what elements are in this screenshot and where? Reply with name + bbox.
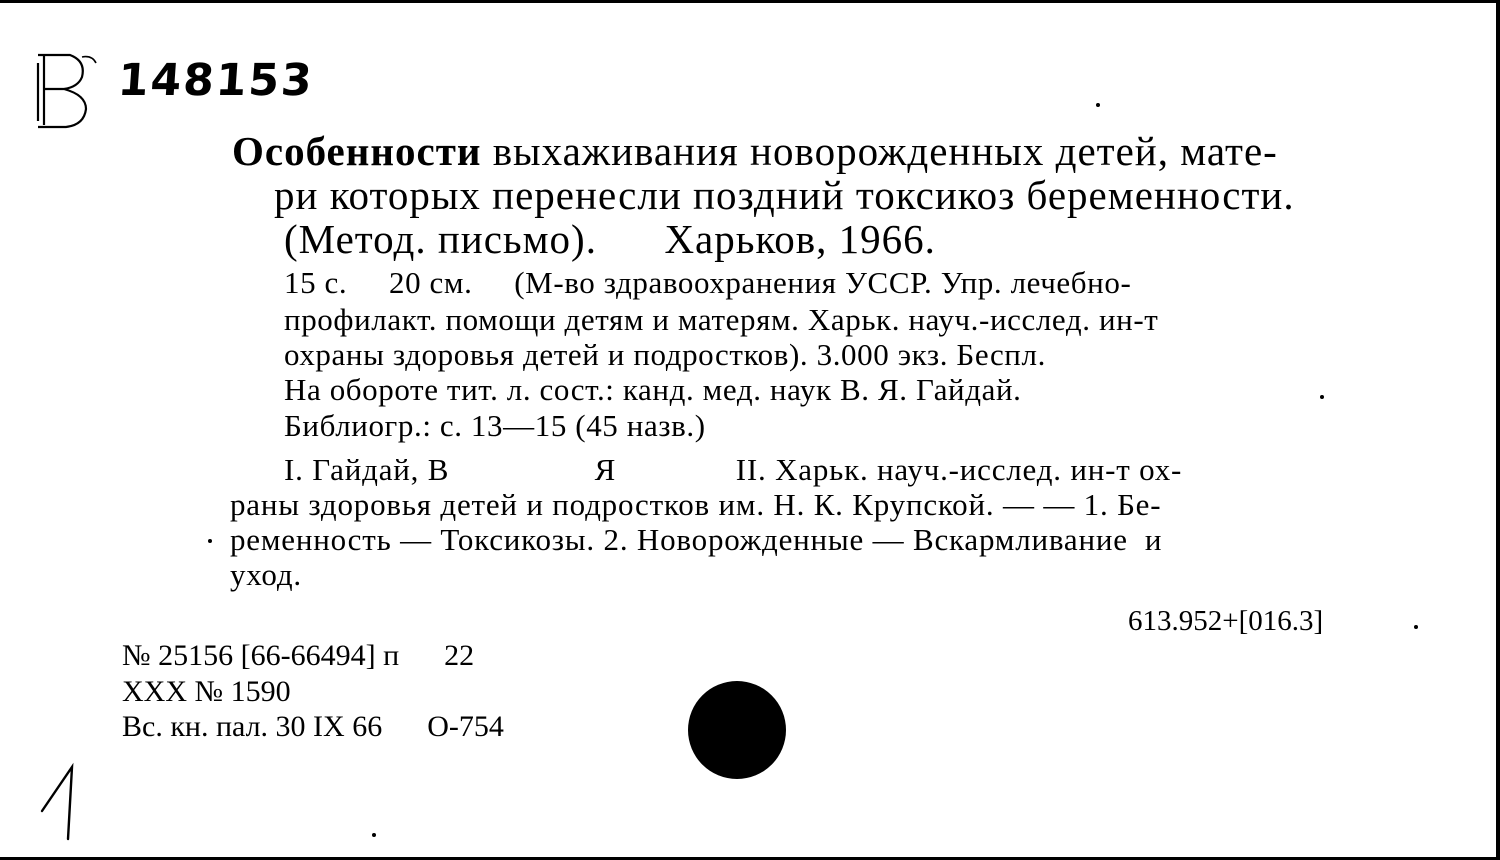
- classification-number: 613.952+[016.3]: [1128, 605, 1324, 637]
- subject-line-2: раны здоровья детей и подростков им. Н. К. Крупской. — — 1. Бе-: [230, 487, 1162, 522]
- physical-line-3: охраны здоровья детей и подростков). 3.000 экз. Беспл.: [284, 337, 1046, 372]
- library-stamp-icon: [30, 51, 102, 133]
- speck: [1320, 395, 1324, 399]
- subject-line-1: I. Гайдай, В Я II. Харьк. науч.-исслед. ин-т ох-: [284, 452, 1183, 487]
- handwritten-number-mark: [38, 759, 88, 843]
- speck: [1414, 625, 1418, 629]
- punch-hole: [688, 681, 786, 779]
- footer-line-2: XXX № 1590: [122, 675, 291, 708]
- title-line-2: ри которых перенесли поздний токсикоз беременности.: [274, 172, 1295, 218]
- speck: [372, 833, 376, 837]
- title-line-1: [232, 128, 1278, 174]
- speck: [208, 539, 212, 543]
- accession-number: 148153: [116, 55, 316, 106]
- physical-line-1: 15 с. 20 см. (М-во здравоохранения УССР. Упр. лечебно-: [284, 265, 1132, 300]
- notes-line-1: На обороте тит. л. сост.: канд. мед. наук В. Я. Гайдай.: [284, 372, 1022, 407]
- speck: [1096, 103, 1100, 107]
- subject-line-3: ременность — Токсикозы. 2. Новорожденные — Вскармливание и: [230, 522, 1163, 557]
- title-text-1: выхаживания новорожденных детей, мате-: [481, 128, 1278, 174]
- subject-line-4: уход.: [230, 557, 302, 592]
- notes-line-2: Библиогр.: с. 13—15 (45 назв.): [284, 408, 706, 443]
- physical-line-2: профилакт. помощи детям и матерям. Харьк. науч.-исслед. ин-т: [284, 302, 1159, 337]
- title-lead: Особенности: [232, 128, 482, 174]
- footer-line-1: № 25156 [66-66494] п 22: [122, 639, 475, 672]
- title-line-3: (Метод. письмо). Харьков, 1966.: [284, 216, 936, 262]
- footer-line-3: Вс. кн. пал. 30 IX 66 О-754: [122, 710, 504, 743]
